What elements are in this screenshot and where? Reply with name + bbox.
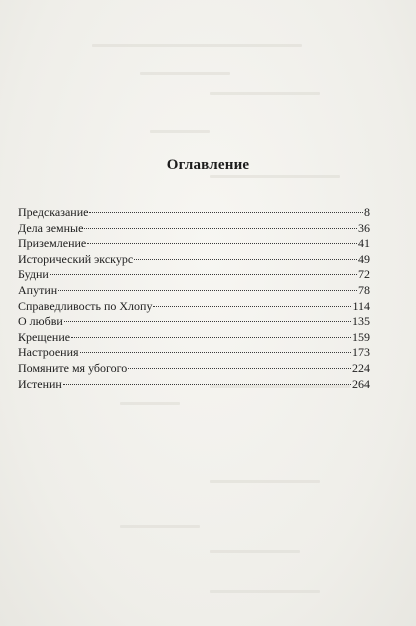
toc-chapter-title: Будни <box>18 267 49 282</box>
show-through-mark <box>210 92 320 95</box>
show-through-mark <box>210 550 300 553</box>
dot-leader <box>89 212 363 213</box>
toc-chapter-title: Предсказание <box>18 205 89 219</box>
toc-page-number: 36 <box>358 220 370 235</box>
contents-heading: Оглавление <box>166 157 250 173</box>
dot-leader <box>63 384 351 385</box>
toc-row[interactable] <box>18 345 370 361</box>
toc-row[interactable] <box>18 252 370 268</box>
dot-leader <box>153 306 351 307</box>
toc-chapter-title: О любви <box>18 314 63 329</box>
toc-page-number: 41 <box>358 236 370 251</box>
show-through-mark <box>92 44 302 47</box>
toc-page-number: 224 <box>352 360 370 375</box>
dot-leader <box>84 228 357 229</box>
show-through-mark <box>120 402 180 405</box>
toc-page-number: 49 <box>358 251 370 266</box>
toc-chapter-title: Исторический экскурс <box>18 251 134 266</box>
dot-leader <box>71 337 351 338</box>
dot-leader <box>134 259 357 260</box>
toc-row[interactable] <box>18 299 370 315</box>
table-of-contents <box>18 205 370 392</box>
toc-chapter-title: Истенин <box>18 376 62 391</box>
dot-leader <box>80 352 351 353</box>
toc-chapter-title: Справедливость по Хлопу <box>18 298 153 313</box>
dot-leader <box>50 274 357 275</box>
toc-row[interactable] <box>18 267 370 283</box>
show-through-mark <box>140 72 230 75</box>
show-through-mark <box>210 590 320 593</box>
toc-row[interactable] <box>18 221 370 237</box>
toc-chapter-title: Настроения <box>18 345 79 360</box>
toc-row[interactable] <box>18 377 370 393</box>
toc-page-number: 159 <box>352 329 370 344</box>
dot-leader <box>128 368 351 369</box>
toc-row[interactable] <box>18 361 370 377</box>
toc-page-number: 173 <box>352 345 370 360</box>
toc-chapter-title: Приземление <box>18 236 87 251</box>
dot-leader <box>58 290 357 291</box>
dot-leader <box>87 243 357 244</box>
show-through-mark <box>150 130 210 133</box>
show-through-mark <box>210 175 340 178</box>
toc-row[interactable] <box>18 314 370 330</box>
toc-page-number: 8 <box>364 205 370 219</box>
show-through-mark <box>210 480 320 483</box>
toc-chapter-title: Дела земные <box>18 220 84 235</box>
toc-chapter-title: Помяните мя убогого <box>18 360 128 375</box>
dot-leader <box>64 321 351 322</box>
toc-page-number: 114 <box>352 298 370 313</box>
toc-page-number: 135 <box>352 314 370 329</box>
toc-row[interactable] <box>18 205 370 221</box>
toc-chapter-title: Апутин <box>18 282 58 297</box>
toc-page-number: 78 <box>358 282 370 297</box>
show-through-mark <box>120 525 200 528</box>
toc-row[interactable] <box>18 236 370 252</box>
toc-row[interactable] <box>18 330 370 346</box>
toc-row[interactable] <box>18 283 370 299</box>
toc-chapter-title: Крещение <box>18 329 71 344</box>
toc-page-number: 72 <box>358 267 370 282</box>
toc-page-number: 264 <box>352 376 370 391</box>
